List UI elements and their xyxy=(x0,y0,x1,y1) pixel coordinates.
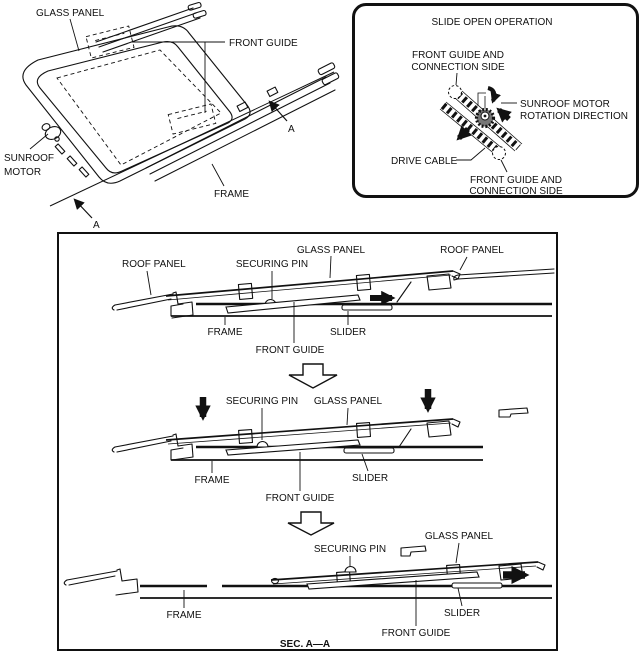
stage3-label-slider: SLIDER xyxy=(443,608,481,619)
right-guide-rail xyxy=(146,62,339,181)
label-drive-cable: DRIVE CABLE xyxy=(391,156,458,167)
stage1-label-slider: SLIDER xyxy=(329,327,367,338)
step-arrow-2 xyxy=(288,512,334,535)
stage2-label-slider: SLIDER xyxy=(351,473,389,484)
stage1-label-front-guide: FRONT GUIDE xyxy=(255,345,325,356)
stage2-label-front-guide: FRONT GUIDE xyxy=(265,493,335,504)
stage3-roof-panel-left xyxy=(64,569,138,595)
stage3-label-glass-panel: GLASS PANEL xyxy=(424,531,494,542)
label-motor-rotation-line2: ROTATION DIRECTION xyxy=(520,111,628,122)
section-stages-art xyxy=(59,234,556,649)
stage2-art xyxy=(112,389,528,504)
isometric-view xyxy=(0,0,352,232)
slide-open-box xyxy=(352,3,639,198)
slide-open-title: SLIDE OPEN OPERATION xyxy=(431,17,553,28)
cable-arrow-lower xyxy=(459,129,468,138)
stage1-label-frame: FRAME xyxy=(207,327,243,338)
stage3-label-front-guide: FRONT GUIDE xyxy=(381,628,451,639)
frame-ring xyxy=(23,26,250,183)
stage2-label-frame: FRAME xyxy=(194,475,230,486)
section-a-a-box xyxy=(57,232,558,651)
stage3-art xyxy=(64,531,552,639)
stage2-roof-panel-left xyxy=(112,434,193,460)
stage1-roof-panel-left xyxy=(112,292,193,318)
stage3-securing-pin xyxy=(345,567,356,573)
stage1-roof-panel-right xyxy=(454,269,554,280)
front-guide-connection-upper xyxy=(449,86,462,99)
cable-arrow-upper xyxy=(499,110,509,119)
iso-label-front-guide: FRONT GUIDE xyxy=(229,38,298,49)
stage1-label-securing-pin: SECURING PIN xyxy=(235,259,309,270)
stage1-slider xyxy=(342,305,392,310)
stage2-slider xyxy=(344,448,394,453)
label-front-guide-top-line2: CONNECTION SIDE xyxy=(411,62,505,73)
iso-label-section-a-upper: A xyxy=(288,124,295,135)
label-front-guide-bottom-line1: FRONT GUIDE AND xyxy=(469,175,563,186)
stage2-securing-pin xyxy=(257,442,268,448)
stage2-roof-panel-right xyxy=(499,408,528,417)
iso-label-glass-panel: GLASS PANEL xyxy=(36,8,105,19)
stage3-slider xyxy=(452,583,502,588)
label-front-guide-top-line1: FRONT GUIDE AND xyxy=(411,50,505,61)
section-caption: SEC. A—A xyxy=(279,639,331,650)
stage2-label-glass-panel: GLASS PANEL xyxy=(313,396,383,407)
label-motor-rotation-line1: SUNROOF MOTOR xyxy=(520,99,610,110)
iso-label-frame: FRAME xyxy=(214,189,249,200)
stage2-glass-panel xyxy=(166,419,460,447)
slide-open-art xyxy=(355,6,636,195)
stage1-glass-panel xyxy=(166,271,460,302)
sunroof-motor-part xyxy=(41,122,63,141)
iso-label-sunroof-motor-line1: SUNROOF xyxy=(4,153,54,164)
label-front-guide-bottom-line2: CONNECTION SIDE xyxy=(469,186,563,197)
stage1-label-glass-panel: GLASS PANEL xyxy=(296,245,366,256)
stage2-label-securing-pin: SECURING PIN xyxy=(225,396,299,407)
iso-label-sunroof-motor-line2: MOTOR xyxy=(4,167,42,178)
stage1-frame-left-tab xyxy=(171,304,183,316)
front-guide-connection-lower xyxy=(493,147,506,160)
iso-label-section-a-lower: A xyxy=(93,220,100,231)
stage3-roof-panel-hook xyxy=(401,546,426,556)
stage3-label-securing-pin: SECURING PIN xyxy=(313,544,387,555)
stage1-label-roof-panel-right: ROOF PANEL xyxy=(440,245,504,256)
stage1-art xyxy=(112,245,554,356)
stage3-label-frame: FRAME xyxy=(166,610,202,621)
motor-gear xyxy=(477,110,494,127)
stage1-label-roof-panel-left: ROOF PANEL xyxy=(122,259,186,270)
step-arrow-1 xyxy=(289,364,337,388)
rotation-arrow xyxy=(478,88,494,106)
front-guide-box-bottom xyxy=(168,104,216,134)
